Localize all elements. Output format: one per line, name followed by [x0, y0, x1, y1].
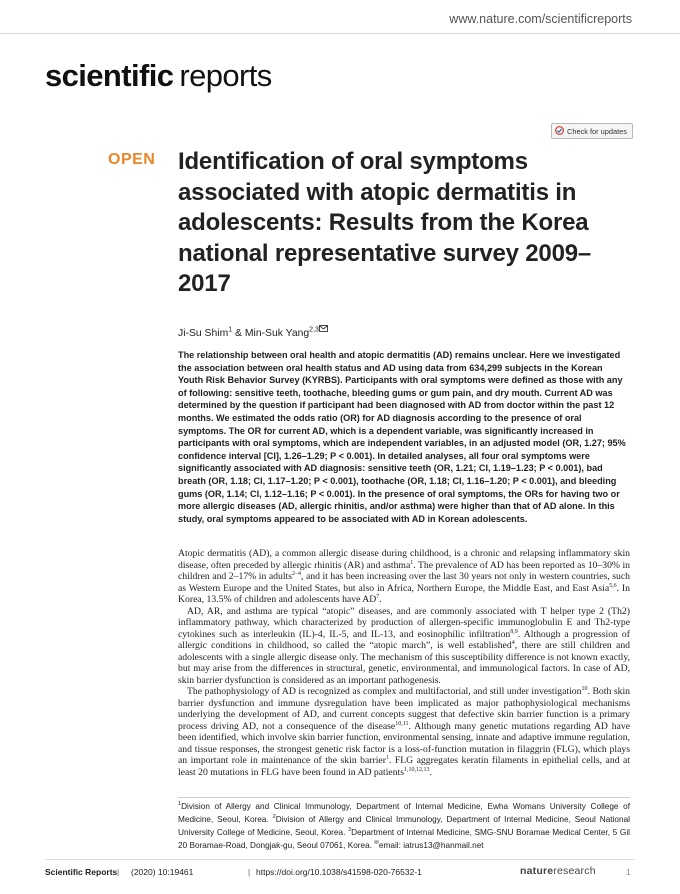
check-updates-icon — [555, 126, 564, 135]
footer-divider — [45, 859, 635, 860]
text-run: . — [429, 766, 432, 778]
body-paragraph — [178, 548, 630, 606]
author-separator: & — [232, 328, 245, 339]
publisher-name-light: research — [553, 865, 596, 877]
text-run: . Although many genetic mutations regarding AD have been identified, which involve skin barrier function, environmental sensing, innate and adaptive immune regulation, and tissue responses, the strongest genetic risk factor is a loss-of-function mutation in filaggrin (FLG), which plays an important role in maintenance of the skin barrier — [178, 720, 630, 766]
page-number: 1 — [626, 867, 631, 877]
open-access-label: OPEN — [108, 151, 156, 168]
footer-separator: | — [117, 867, 120, 877]
text-run: email: iatrus13@hanmail.net — [378, 840, 484, 850]
site-url-link[interactable]: www.nature.com/scientificreports — [449, 12, 632, 26]
text-run: Department of Internal Medicine, SMG-SNU Boramae Medical Center, 5 Gil 20 Boramae-Road, Dongjak-gu, Seoul 07061, Korea. — [178, 827, 630, 850]
doi-link[interactable]: https://doi.org/10.1038/s41598-020-76532-1 — [256, 867, 422, 877]
page-footer — [0, 862, 680, 882]
reference-mark[interactable]: 10 — [581, 685, 588, 692]
footer-journal-name: Scientific Reports — [45, 867, 118, 877]
text-run: Division of Allergy and Clinical Immunology, Department of Internal Medicine, Ewha Womans University College of Medicine, Seoul, Korea. — [178, 801, 630, 824]
envelope-icon[interactable] — [319, 325, 328, 332]
text-run: Atopic dermatitis (AD), a common allergic disease during childhood, is a chronic and relapsing inflammatory skin disease, often preceded by allergic rhinitis (AR) and asthma — [178, 548, 630, 571]
reference-mark[interactable]: 3 — [348, 826, 352, 833]
reference-mark[interactable]: 10,11 — [395, 720, 409, 727]
text-run: , and it has been increasing over the last 30 years not only in western countries, such as Western Europe and the United States, but also in Africa, Northern Europe, the Middle East, and East Asia — [178, 571, 630, 594]
body-paragraph — [178, 606, 630, 687]
author-name[interactable]: Min-Suk Yang — [244, 328, 310, 339]
reference-mark[interactable]: 2 — [272, 813, 276, 820]
reference-mark[interactable]: 2–4 — [292, 570, 301, 577]
top-bar — [0, 0, 680, 34]
text-run: . Although a progression of allergic conditions in childhood, so called the “atopic march”, is well established — [178, 628, 630, 651]
reference-mark[interactable]: 4 — [511, 639, 515, 646]
body-paragraph — [178, 686, 630, 778]
reference-mark[interactable]: 1 — [385, 754, 389, 761]
reference-mark[interactable]: ✉ — [374, 839, 379, 846]
footer-citation: (2020) 10:19461 — [131, 867, 194, 877]
reference-mark[interactable]: 5,6 — [609, 582, 617, 589]
author-affiliation-mark: 2,3 — [309, 326, 319, 334]
article-title: Identification of oral symptoms associated with atopic dermatitis in adolescents: Results from the Korea national representative survey 2009–2017 — [178, 148, 592, 298]
article-body — [178, 548, 630, 778]
text-run: Division of Allergy and Clinical Immunology, Department of Internal Medicine, Seoul National University College of Medicine, Seoul, Korea. — [178, 814, 631, 837]
abstract: The relationship between oral health and atopic dermatitis (AD) remains unclear. Here we investigated the association between oral health status and AD using data from 634,299 subjects in the Korean Youth Risk Behavior Survey (KYRBS). Participants with oral symptoms were defined as those with any of following: sensitive teeth, toothache, bleeding gums or gum pain, and dry mouth. Current AD was determined by the question if participant had been diagnosed with AD from doctor within the past 12 months. We estimated the odds ratio (OR) for AD diagnosis according to the presence of oral symptoms. The OR for current AD, which is a dependent variable, was significantly increased in participants with oral symptoms, which are independent variables, in an adjusted model (OR, 1.27; 95% confidence interval [CI], 1.26–1.29; P < 0.001). In detailed analyses, all four oral symptoms were significantly associated with AD diagnosis: sensitive teeth (OR, 1.21; CI, 1.19–1.23; P < 0.001), bad breath (OR, 1.18; CI, 1.17–1.20; P < 0.001), toothache (OR, 1.18; CI, 1.16–1.20; P < 0.001), and bleeding gums (OR, 1.14; CI, 1.12–1.16; P < 0.001). In the presence of oral symptoms, the ORs for having two or more allergic diseases (AD, allergic rhinitis, and/or asthma) were higher than that of AD alone. In this study, oral symptoms appeared to be associated with AD in Korean adolescents. — [178, 350, 626, 524]
affiliation-divider — [178, 797, 630, 798]
text-run: AD, AR, and asthma are typical “atopic” diseases, and are commonly associated with T helper type 2 (Th2) inflammatory pathway, which characterized by production of allergen-specific immunoglobulin E and Th2-type cytokines such as interleukin (IL)-4, IL-5, and IL-13, and eosinophilic infiltration — [178, 605, 630, 640]
author-affiliation-mark: 1 — [228, 326, 233, 334]
author-name[interactable]: Ji-Su Shim — [178, 328, 229, 339]
journal-name-bold: scientific — [45, 58, 174, 93]
check-for-updates-button[interactable] — [551, 123, 633, 139]
reference-mark[interactable]: 1 — [178, 801, 182, 807]
text-run: . Both skin barrier dysfunction and immune dysregulation have been implicated as major pathophysiological mechanisms underlying the development of AD, and current concepts suggest that defective skin barrier function is a primary process driving AD, not a consequence of the disease — [178, 686, 630, 732]
reference-mark[interactable]: 1,10,12,13 — [404, 766, 430, 773]
text-run: . FLG aggregates keratin filaments in epithelial cells, and at least 20 mutations in FLG have been found in AD patients — [178, 755, 630, 778]
publisher-name-bold: nature — [520, 865, 554, 877]
text-run: The pathophysiology of AD is recognized as complex and multifactorial, and still under investigation — [187, 686, 582, 697]
text-run: , there are still children and adolescents with a single allergic disease only. The mechanism of this susceptibility difference is not known exactly, but may arise from the differences in structural, genetic, environmental, and immunological factors. In case of AD, skin barrier dysfunction is considered as an important pathogenesis. — [178, 640, 631, 686]
footer-separator: | — [248, 867, 251, 877]
reference-mark[interactable]: 8,9 — [510, 628, 518, 635]
text-run: . The prevalence of AD has been reported as 10–30% in children and 2–17% in adults — [178, 559, 630, 582]
check-updates-label: Check for updates — [567, 127, 627, 136]
affiliations — [178, 799, 630, 851]
journal-logo[interactable] — [45, 58, 272, 94]
reference-mark[interactable]: 1 — [410, 559, 414, 566]
text-run: . In Korea, 13.5% of children and adolescents have AD — [178, 582, 631, 605]
publisher-logo — [520, 865, 596, 877]
author-list — [178, 325, 328, 339]
reference-mark[interactable]: 7 — [376, 593, 380, 600]
journal-name-light: reports — [179, 58, 272, 93]
text-run: . — [379, 594, 382, 605]
